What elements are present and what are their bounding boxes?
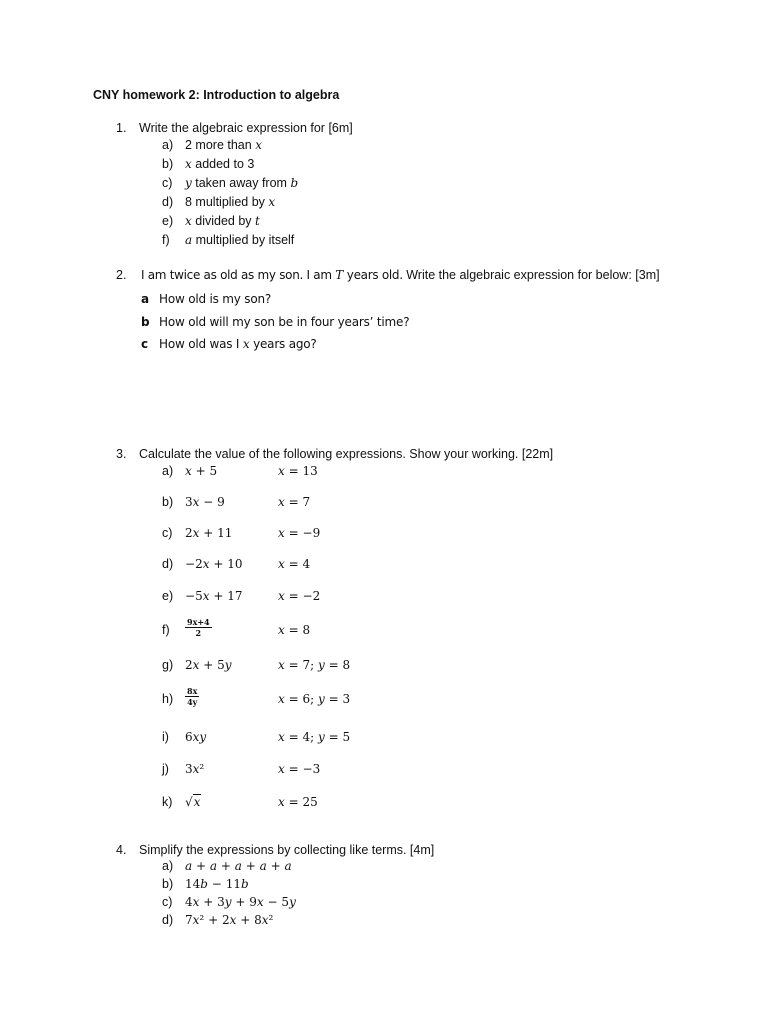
question-intro-var: T (335, 268, 344, 282)
given-value: x = 13 (278, 464, 318, 478)
expression (185, 687, 199, 706)
fraction-numerator: 9x+4 (187, 617, 210, 627)
text-part: How old is my son? (159, 292, 272, 306)
page-title: CNY homework 2: Introduction to algebra (93, 88, 340, 102)
sqrt-sign: √ (185, 795, 193, 809)
fraction (185, 618, 212, 637)
item-label: f) (162, 623, 170, 637)
item-text (185, 195, 275, 209)
item-label: d) (162, 195, 174, 209)
given-value: x = −9 (278, 526, 321, 540)
text-part: 8 multiplied by (185, 195, 269, 209)
expression: 3x − 9 (185, 495, 225, 509)
expression: 2x + 5y (185, 658, 232, 672)
question-number: 4. (116, 843, 127, 857)
given-value: x = 7 (278, 495, 311, 509)
given-value: x = −2 (278, 589, 321, 603)
expression: 6xy (185, 730, 207, 744)
item-label: k) (162, 795, 173, 809)
text-part: divided by (191, 214, 256, 228)
given-value: x = 7; y = 8 (278, 658, 351, 672)
text-part: How old was I (159, 337, 243, 351)
item-label: j) (162, 762, 169, 776)
question-text: Calculate the value of the following expressions. Show your working. [22m] (139, 447, 554, 461)
item-text (159, 292, 271, 306)
given-value: x = 4 (278, 557, 311, 571)
expression (185, 618, 212, 637)
given-value: x = 4; y = 5 (278, 730, 351, 744)
item-text (185, 233, 294, 247)
text-part: multiplied by itself (192, 233, 295, 247)
item-text (185, 138, 262, 152)
item-label: h) (162, 692, 174, 706)
math-var: t (255, 214, 260, 228)
text-part: How old will my son be in four years’ time? (159, 315, 410, 329)
expression: −2x + 10 (185, 557, 243, 571)
item-label: b (141, 315, 150, 329)
item-text (159, 315, 409, 329)
text-part: years ago? (249, 337, 317, 351)
text-part: added to 3 (191, 157, 255, 171)
fraction-denominator: 2 (195, 628, 202, 638)
question-text: Write the algebraic expression for [6m] (139, 121, 353, 135)
math-var: x (268, 195, 276, 209)
question-number: 2. (116, 268, 127, 282)
text-part: taken away from (191, 176, 291, 190)
item-label: b) (162, 495, 174, 509)
item-label: c) (162, 526, 173, 540)
item-text (185, 176, 298, 190)
math-var: x (185, 214, 192, 228)
given-value: x = −3 (278, 762, 321, 776)
expression: x + 5 (185, 464, 218, 478)
question-text: Simplify the expressions by collecting like terms. [4m] (139, 843, 435, 857)
fraction-denominator: 4y (187, 697, 198, 707)
item-text (185, 214, 260, 228)
expression: −5x + 17 (185, 589, 243, 603)
item-label: c) (162, 895, 173, 909)
question-intro-b: years old. (343, 268, 403, 282)
radicand: x (193, 795, 201, 809)
math-var: a (185, 233, 193, 247)
item-label: b) (162, 157, 174, 171)
expression (185, 795, 201, 809)
math-var: x (185, 157, 192, 171)
math-var: b (290, 176, 299, 190)
item-label: f) (162, 233, 170, 247)
item-label: g) (162, 658, 174, 672)
expression: 3x² (185, 762, 205, 776)
question-intro-a: I am twice as old as my son. I am (141, 268, 336, 282)
item-label: a) (162, 859, 174, 873)
question-intro-c: Write the algebraic expression for below: [3m] (402, 268, 660, 282)
fraction (185, 687, 199, 706)
math-var: y (185, 176, 192, 190)
item-label: a (141, 292, 150, 306)
math-var: x (242, 337, 250, 351)
given-value: x = 6; y = 3 (278, 692, 351, 706)
math-var: x (255, 138, 262, 152)
item-label: a) (162, 464, 174, 478)
text-part: 2 more than (185, 138, 256, 152)
item-text (159, 337, 317, 351)
item-label: e) (162, 214, 174, 228)
question-number: 3. (116, 447, 127, 461)
given-value: x = 25 (278, 795, 318, 809)
item-label: d) (162, 913, 174, 927)
item-label: c (141, 337, 149, 351)
fraction-numerator: 8x (187, 686, 198, 696)
expression: 7x² + 2x + 8x² (185, 913, 274, 927)
question-text (141, 268, 660, 282)
item-text (185, 157, 254, 171)
item-label: i) (162, 730, 169, 744)
item-label: b) (162, 877, 174, 891)
expression: 4x + 3y + 9x − 5y (185, 895, 296, 909)
expression: 14b − 11b (185, 877, 249, 891)
item-label: e) (162, 589, 174, 603)
expression: 2x + 11 (185, 526, 233, 540)
item-label: d) (162, 557, 174, 571)
expression: a + a + a + a + a (185, 859, 292, 873)
given-value: x = 8 (278, 623, 311, 637)
question-number: 1. (116, 121, 127, 135)
item-label: c) (162, 176, 173, 190)
item-label: a) (162, 138, 174, 152)
